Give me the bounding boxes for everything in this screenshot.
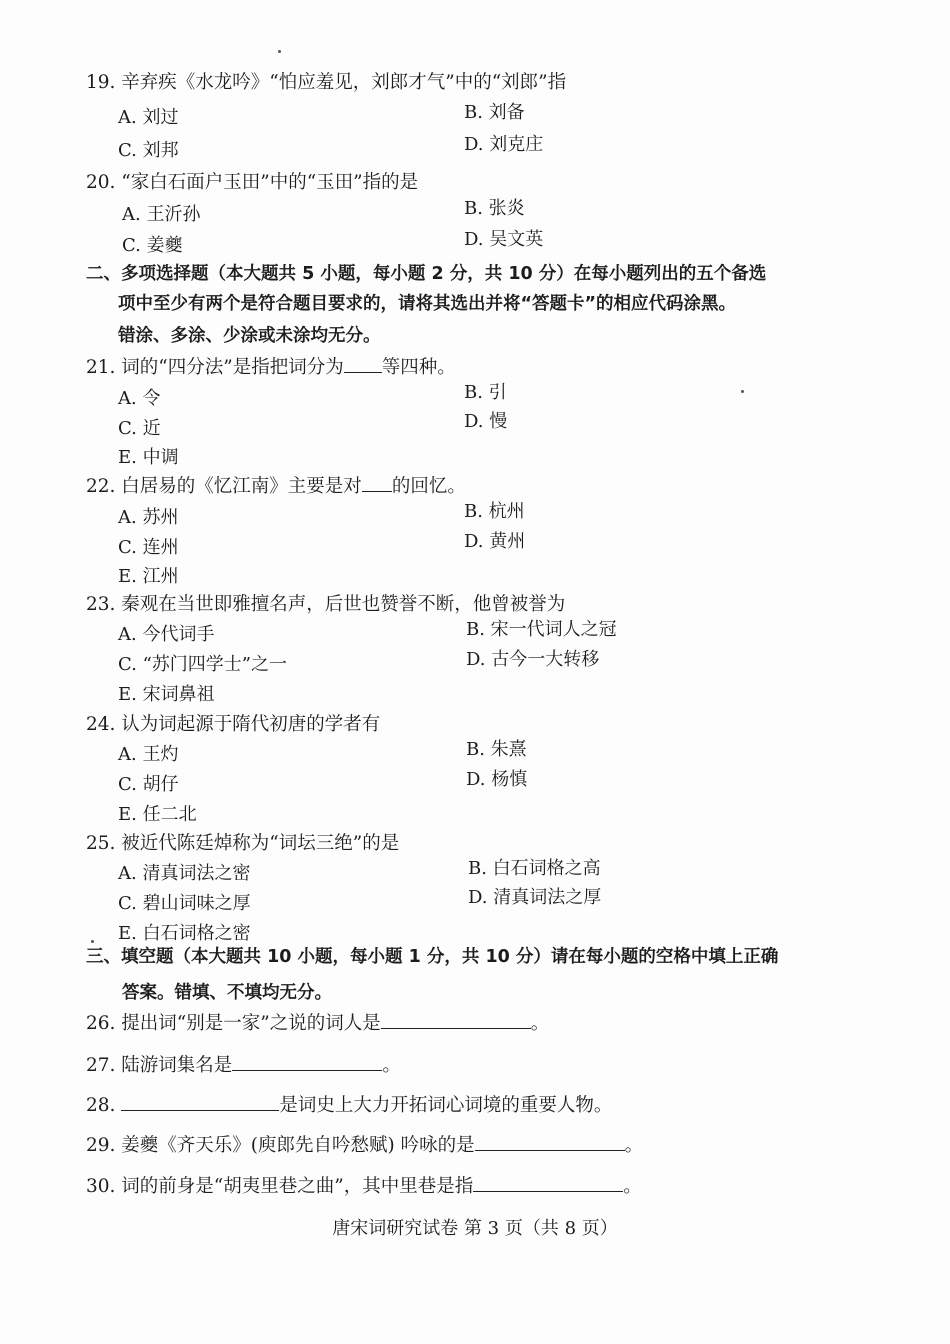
question-19-option-a: A. 刘过 [118,107,179,128]
question-24-stem: 24. 认为词起源于隋代初唐的学者有 [86,714,381,735]
question-25-option-c: C. 碧山词味之厚 [118,893,251,914]
question-22-stem-post: 的回忆。 [391,476,466,497]
question-21-option-e: E. 中调 [118,447,179,468]
question-29-text: 29. 姜夔《齐天乐》(庾郎先自吟愁赋) 吟咏的是 [86,1135,475,1156]
question-22-blank [362,477,392,492]
question-23-option-d: D. 古今一大转移 [466,649,600,670]
question-21-stem-pre: 21. 词的“四分法”是指把词分为 [86,357,344,378]
question-19-option-c: C. 刘邦 [118,140,179,161]
question-23-option-e: E. 宋词鼻祖 [118,684,215,705]
question-26-end: 。 [530,1013,550,1034]
question-22-option-e: E. 江州 [118,566,179,587]
question-24-option-b: B. 朱熹 [466,739,527,760]
question-26 [86,1013,549,1034]
scan-speck [741,390,744,393]
question-22-stem-pre: 22. 白居易的《忆江南》主要是对 [86,476,362,497]
question-27-end: 。 [382,1055,401,1076]
question-23-stem: 23. 秦观在当世即雅擅名声，后世也赞誉不断，他曾被誉为 [86,594,566,615]
question-25-option-d: D. 清真词法之厚 [468,887,602,908]
question-26-text: 26. 提出词“别是一家”之说的词人是 [86,1013,381,1034]
question-20-option-c: C. 姜夔 [122,235,183,256]
question-24-option-e: E. 任二北 [118,804,197,825]
question-21-stem-post: 等四种。 [381,357,456,378]
question-29-end: 。 [624,1135,644,1156]
question-29-blank[interactable] [475,1136,625,1151]
question-29 [86,1135,643,1156]
question-28-text: 是词史上大力开拓词心词境的重要人物。 [279,1095,613,1116]
question-30-blank[interactable] [473,1177,623,1192]
question-21-option-d: D. 慢 [464,411,508,432]
question-26-blank[interactable] [381,1014,531,1029]
question-23-option-a: A. 今代词手 [118,624,215,645]
question-28-blank[interactable] [121,1096,279,1111]
scan-speck [91,940,94,943]
section-2-instructions-line3: 错涂、多涂、少涂或未涂均无分。 [118,326,381,346]
question-20-option-b: B. 张炎 [464,198,525,219]
question-23-option-c: C. “苏门四学士”之一 [118,654,287,675]
question-23-option-b: B. 宋一代词人之冠 [466,619,617,640]
question-27-text: 27. 陆游词集名是 [86,1055,233,1076]
question-21-stem [86,357,456,378]
question-25-option-a: A. 清真词法之密 [118,863,251,884]
question-24-option-a: A. 王灼 [118,744,179,765]
question-27 [86,1055,401,1076]
question-21-blank [344,358,382,373]
question-30-end: 。 [623,1176,642,1197]
question-25-option-b: B. 白石词格之高 [468,858,601,879]
page-footer: 唐宋词研究试卷 第 3 页（共 8 页） [332,1218,618,1239]
section-2-instructions-line2: 项中至少有两个是符合题目要求的，请将其选出并将“答题卡”的相应代码涂黑。 [118,294,737,314]
question-27-blank[interactable] [232,1056,382,1071]
question-25-stem: 25. 被近代陈廷焯称为“词坛三绝”的是 [86,833,400,854]
question-28-number: 28. [86,1095,116,1116]
question-19-stem: 19. 辛弃疾《水龙吟》“怕应羞见，刘郎才气”中的“刘郎”指 [86,72,567,93]
question-21-option-c: C. 近 [118,418,161,439]
question-22-option-d: D. 黄州 [464,531,526,552]
question-21-option-a: A. 令 [118,388,161,409]
question-30 [86,1176,642,1197]
question-30-text: 30. 词的前身是“胡夷里巷之曲”，其中里巷是指 [86,1176,474,1197]
question-19-option-d: D. 刘克庄 [464,134,544,155]
question-20-option-a: A. 王沂孙 [122,204,201,225]
question-20-option-d: D. 吴文英 [464,229,544,250]
question-20-stem: 20. “家白石面户玉田”中的“玉田”指的是 [86,172,419,193]
question-21-option-b: B. 引 [464,382,507,403]
question-22-stem [86,476,466,497]
question-19-option-b: B. 刘备 [464,102,525,123]
question-25-option-e: E. 白石词格之密 [118,923,251,944]
question-22-option-b: B. 杭州 [464,501,525,522]
section-3-heading: 三、填空题（本大题共 10 小题，每小题 1 分，共 10 分）请在每小题的空格中填上正确 [86,947,779,967]
scan-speck [278,50,281,53]
question-24-option-c: C. 胡仔 [118,774,179,795]
section-3-instructions-line2: 答案。错填、不填均无分。 [122,983,332,1003]
section-2-heading: 二、多项选择题（本大题共 5 小题，每小题 2 分，共 10 分）在每小题列出的五个备选 [86,264,767,284]
question-24-option-d: D. 杨慎 [466,769,528,790]
question-22-option-a: A. 苏州 [118,507,179,528]
question-28 [86,1095,612,1116]
question-22-option-c: C. 连州 [118,537,179,558]
